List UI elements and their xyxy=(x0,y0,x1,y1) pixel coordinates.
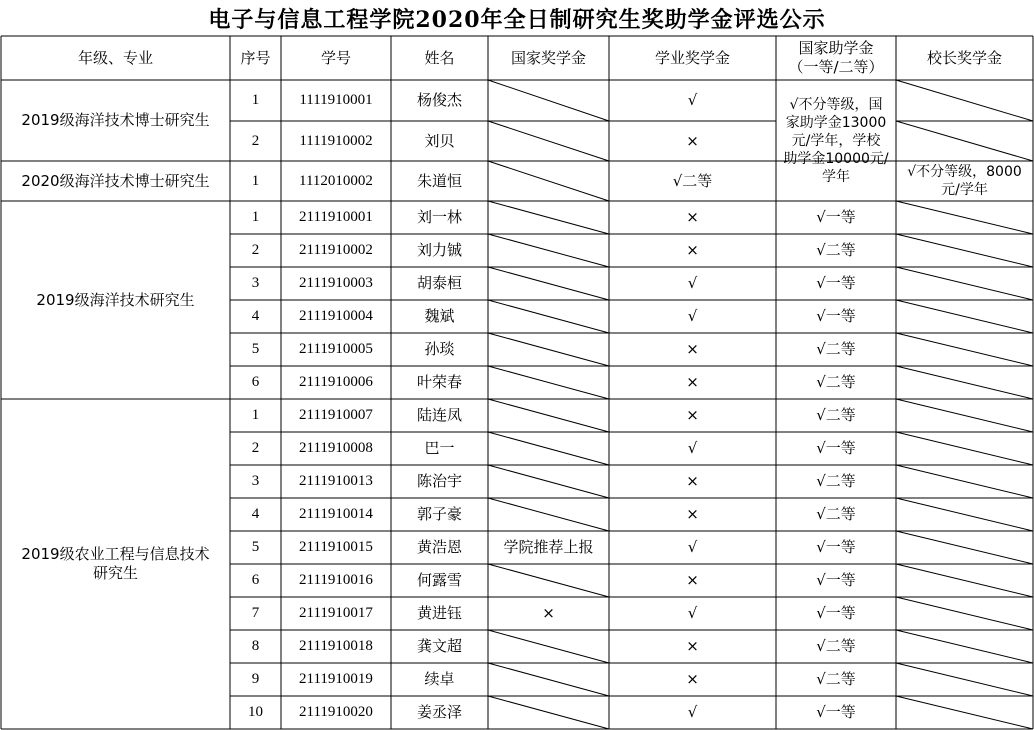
row-name: 魏斌 xyxy=(424,307,455,325)
row-student-id: 2111910008 xyxy=(299,440,373,456)
row-seq: 1 xyxy=(251,172,260,189)
row-academic-scholarship: × xyxy=(686,472,699,490)
row-student-id: 2111910005 xyxy=(299,341,373,357)
row-name: 杨俊杰 xyxy=(416,91,462,109)
empty-cell-slash xyxy=(488,630,609,663)
header-national-grant: 国家助学金 （一等/二等） xyxy=(788,39,884,76)
row-seq: 6 xyxy=(251,374,260,390)
row-student-id: 2111910014 xyxy=(299,506,373,522)
row-academic-scholarship: × xyxy=(686,670,699,688)
row-seq: 2 xyxy=(251,440,260,456)
empty-cell-slash xyxy=(896,564,1033,597)
row-academic-scholarship: × xyxy=(686,637,699,655)
group-label: 2019级海洋技术博士研究生 xyxy=(21,111,210,129)
row-student-id: 2111910004 xyxy=(299,308,373,324)
empty-cell-slash xyxy=(488,201,609,234)
group-label: 2020级海洋技术博士研究生 xyxy=(21,171,210,190)
row-academic-scholarship: √二等 xyxy=(672,171,713,190)
row-national-grant: √一等 xyxy=(816,703,856,721)
header-academic-scholarship: 学业奖学金 xyxy=(654,48,730,67)
empty-cell-slash xyxy=(896,663,1033,696)
row-student-id: 2111910015 xyxy=(299,539,373,555)
empty-cell-slash xyxy=(896,531,1033,564)
empty-cell-slash xyxy=(488,399,609,432)
row-seq: 5 xyxy=(251,341,260,357)
row-national-grant: √一等 xyxy=(816,439,856,457)
row-academic-scholarship: × xyxy=(686,406,699,424)
row-academic-scholarship: √ xyxy=(687,307,698,325)
empty-cell-slash xyxy=(488,300,609,333)
row-seq: 5 xyxy=(251,539,260,555)
empty-cell-slash xyxy=(896,234,1033,267)
row-national-grant: √一等 xyxy=(816,538,856,556)
empty-cell-slash xyxy=(896,366,1033,399)
row-academic-scholarship: × xyxy=(686,373,699,391)
row-academic-scholarship: × xyxy=(686,571,699,589)
row-national-grant: √一等 xyxy=(816,307,856,325)
header-student-id: 学号 xyxy=(320,48,351,67)
empty-cell-slash xyxy=(896,333,1033,366)
row-seq: 9 xyxy=(251,671,260,687)
row-national-grant: √二等 xyxy=(816,406,856,424)
row-name: 叶荣春 xyxy=(416,373,462,391)
header-grade-major: 年级、专业 xyxy=(77,48,153,67)
empty-cell-slash xyxy=(488,366,609,399)
group-label: 2019级海洋技术研究生 xyxy=(36,290,195,309)
empty-cell-slash xyxy=(896,399,1033,432)
row-academic-scholarship: √ xyxy=(687,91,698,109)
row-student-id: 2111910013 xyxy=(299,473,373,489)
row-name: 陆连凤 xyxy=(416,406,462,424)
empty-cell-slash xyxy=(488,267,609,300)
row-name: 刘一林 xyxy=(416,208,462,226)
row-seq: 10 xyxy=(248,704,263,720)
row-seq: 4 xyxy=(251,308,260,324)
row-name: 巴一 xyxy=(424,439,455,457)
row-name: 刘贝 xyxy=(424,131,455,150)
row-seq: 3 xyxy=(251,473,260,489)
row-student-id: 2111910002 xyxy=(299,242,373,258)
row-student-id: 2111910007 xyxy=(299,407,373,423)
row-name: 朱道恒 xyxy=(416,171,462,190)
row-student-id: 1112010002 xyxy=(299,172,373,189)
row-national-grant: √二等 xyxy=(816,241,856,259)
row-student-id: 2111910001 xyxy=(299,209,373,225)
row-name: 胡泰桓 xyxy=(416,274,462,292)
row-national-grant: √一等 xyxy=(816,571,856,589)
phd-president-note: √不分等级，8000 元/学年 xyxy=(907,164,1022,198)
row-national-grant: √二等 xyxy=(816,373,856,391)
row-name: 黄进钰 xyxy=(416,604,462,622)
row-national-grant: √一等 xyxy=(816,274,856,292)
row-student-id: 2111910006 xyxy=(299,374,373,390)
row-name: 龚文超 xyxy=(416,637,462,655)
empty-cell-slash xyxy=(488,564,609,597)
row-academic-scholarship: √ xyxy=(687,538,698,556)
row-name: 黄浩恩 xyxy=(416,538,462,556)
empty-cell-slash xyxy=(488,234,609,267)
row-student-id: 2111910018 xyxy=(299,638,373,654)
row-academic-scholarship: √ xyxy=(687,274,698,292)
empty-cell-slash xyxy=(896,201,1033,234)
row-national-grant: √一等 xyxy=(816,208,856,226)
row-seq: 1 xyxy=(251,209,260,225)
row-academic-scholarship: × xyxy=(686,208,699,226)
row-seq: 1 xyxy=(251,92,260,108)
empty-cell-slash xyxy=(896,300,1033,333)
group-label: 2019级农业工程与信息技术 研究生 xyxy=(21,545,210,582)
row-name: 姜丞泽 xyxy=(416,703,462,721)
row-student-id: 1111910001 xyxy=(299,92,373,108)
row-academic-scholarship: √ xyxy=(687,703,698,721)
empty-cell-slash xyxy=(896,465,1033,498)
phd-grant-note: √不分等级，国 家助学金13000 元/学年，学校 助学金10000元/ 学年 xyxy=(783,96,889,185)
page-title: 电子与信息工程学院2020年全日制研究生奖助学金评选公示 xyxy=(208,6,826,33)
row-seq: 2 xyxy=(251,132,260,149)
row-academic-scholarship: × xyxy=(686,131,699,150)
empty-cell-slash xyxy=(488,696,609,729)
row-seq: 4 xyxy=(251,506,260,522)
row-seq: 2 xyxy=(251,242,260,258)
row-academic-scholarship: √ xyxy=(687,439,698,457)
row-name: 陈治宇 xyxy=(416,472,462,490)
empty-cell-slash xyxy=(896,696,1033,729)
empty-cell-slash xyxy=(488,465,609,498)
row-student-id: 1111910002 xyxy=(299,132,373,149)
row-name: 续卓 xyxy=(424,670,455,688)
row-seq: 1 xyxy=(251,407,260,423)
empty-cell-slash xyxy=(488,121,609,161)
row-student-id: 2111910003 xyxy=(299,275,373,291)
row-name: 刘力铖 xyxy=(416,241,462,259)
empty-cell-slash xyxy=(488,333,609,366)
row-seq: 8 xyxy=(251,638,260,654)
header-seq: 序号 xyxy=(240,48,271,67)
row-student-id: 2111910017 xyxy=(299,605,373,621)
empty-cell-slash xyxy=(488,80,609,121)
row-student-id: 2111910016 xyxy=(299,572,373,588)
row-academic-scholarship: × xyxy=(686,340,699,358)
row-seq: 7 xyxy=(251,605,260,621)
empty-cell-slash xyxy=(896,121,1033,161)
row-national-grant: √二等 xyxy=(816,505,856,523)
row-academic-scholarship: √ xyxy=(687,604,698,622)
header-national-scholarship: 国家奖学金 xyxy=(510,48,586,67)
row-student-id: 2111910020 xyxy=(299,704,373,720)
row-national-scholarship: 学院推荐上报 xyxy=(503,538,594,556)
empty-cell-slash xyxy=(896,80,1033,121)
row-name: 郭子豪 xyxy=(416,505,462,523)
row-national-grant: √二等 xyxy=(816,637,856,655)
empty-cell-slash xyxy=(896,498,1033,531)
empty-cell-slash xyxy=(488,663,609,696)
empty-cell-slash xyxy=(488,498,609,531)
empty-cell-slash xyxy=(896,597,1033,630)
empty-cell-slash xyxy=(488,432,609,465)
row-academic-scholarship: × xyxy=(686,241,699,259)
header-name: 姓名 xyxy=(424,48,455,67)
row-name: 何露雪 xyxy=(416,571,462,589)
empty-cell-slash xyxy=(896,267,1033,300)
row-national-scholarship: × xyxy=(542,604,555,622)
row-national-grant: √二等 xyxy=(816,670,856,688)
row-student-id: 2111910019 xyxy=(299,671,373,687)
header-president-scholarship: 校长奖学金 xyxy=(926,48,1002,67)
empty-cell-slash xyxy=(896,432,1033,465)
row-academic-scholarship: × xyxy=(686,505,699,523)
row-national-grant: √二等 xyxy=(816,472,856,490)
empty-cell-slash xyxy=(488,161,609,201)
row-seq: 3 xyxy=(251,275,260,291)
row-name: 孙琰 xyxy=(424,340,455,358)
empty-cell-slash xyxy=(896,630,1033,663)
row-seq: 6 xyxy=(251,572,260,588)
row-national-grant: √二等 xyxy=(816,340,856,358)
row-national-grant: √一等 xyxy=(816,604,856,622)
